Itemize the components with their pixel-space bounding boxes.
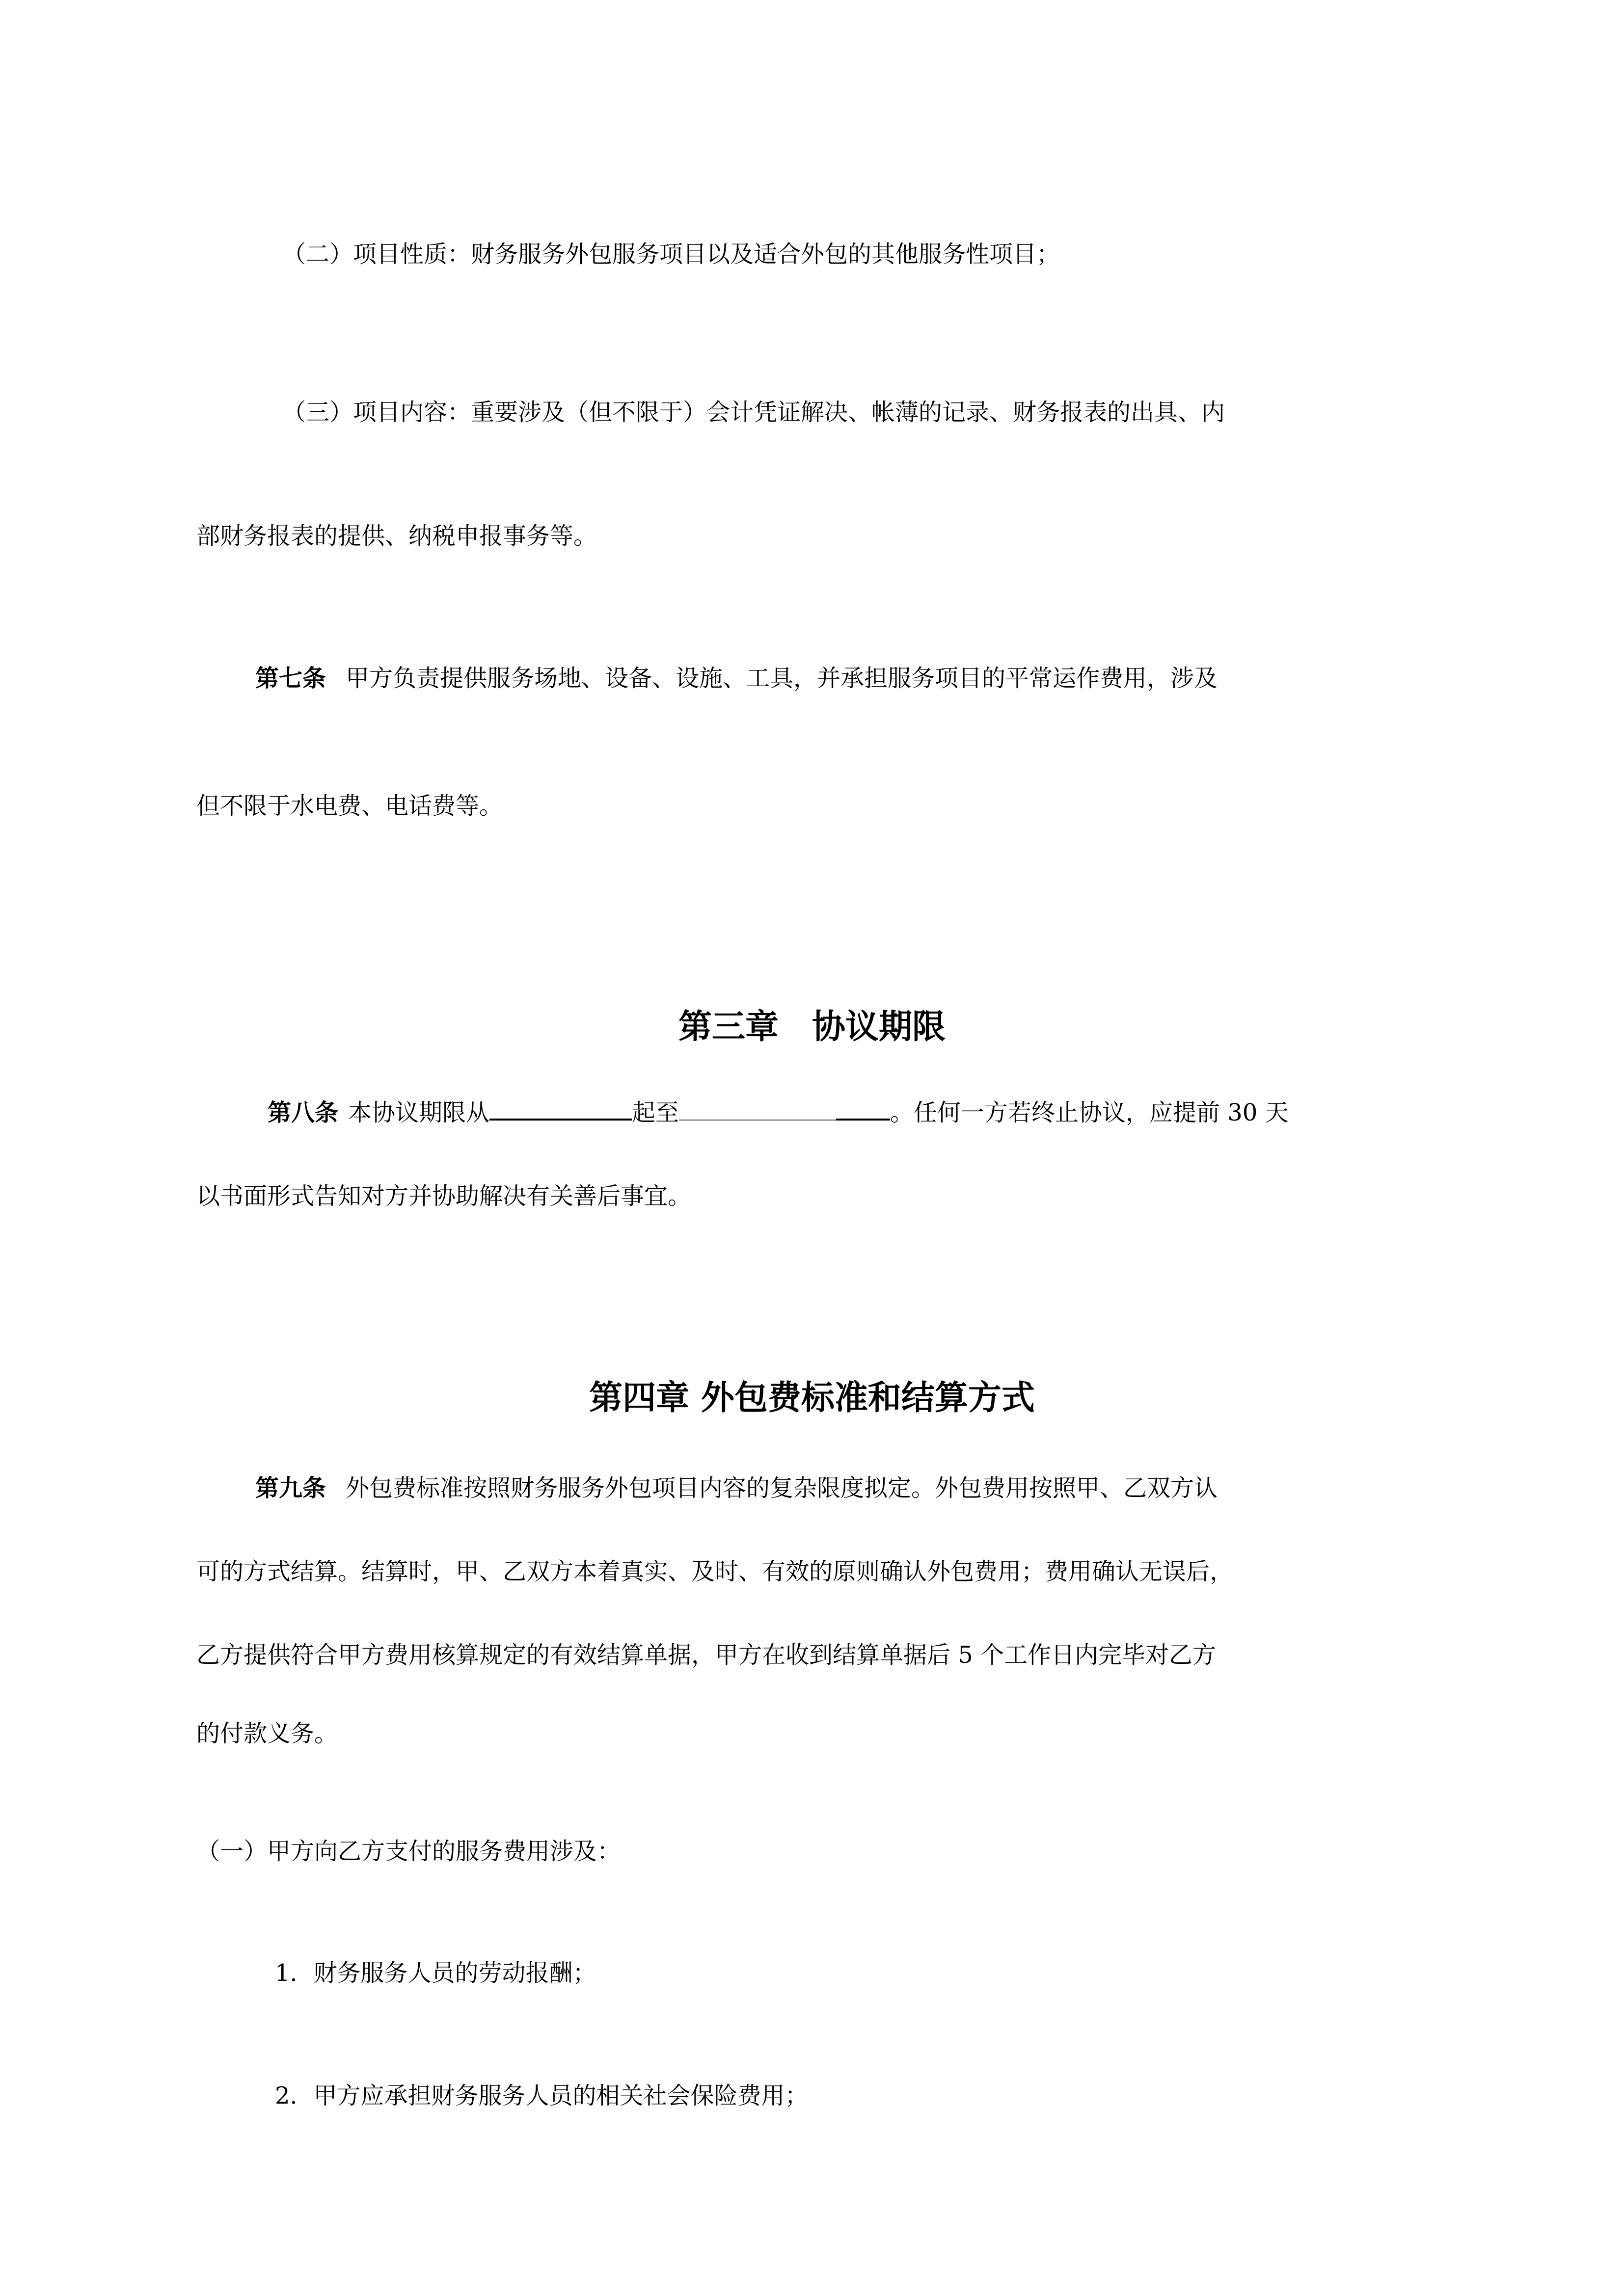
article-8-label: 第八条	[268, 1099, 339, 1126]
item-3-project-content-line-1: （三）项目内容：重要涉及（但不限于）会计凭证解决、帐薄的记录、财务报表的出具、内	[282, 399, 1225, 426]
chapter-4-heading: 第四章 外包费标准和结算方式	[589, 1378, 1035, 1417]
list-item-2: 2．甲方应承担财务服务人员的相关社会保险费用；	[275, 2082, 809, 2109]
end-date-blank	[679, 1100, 836, 1121]
article-8-text-c: 。任何一方若终止协议，应提前 30 天	[890, 1099, 1289, 1126]
article-9-text: 外包费标准按照财务服务外包项目内容的复杂限度拟定。外包费用按照甲、乙双方认	[346, 1474, 1218, 1502]
article-8-text-a: 本协议期限从	[348, 1099, 490, 1126]
article-9-line-1	[255, 1473, 1218, 1503]
list-item-1: 1．财务服务人员的劳动报酬；	[275, 1959, 596, 1987]
article-7-text: 甲方负责提供服务场地、设备、设施、工具，并承担服务项目的平常运作费用，涉及	[346, 665, 1218, 692]
article-7-line-2: 但不限于水电费、电话费等。	[196, 792, 503, 820]
chapter-3-heading	[0, 1007, 1624, 1046]
start-date-blank	[489, 1099, 632, 1121]
sub-item-1: （一）甲方向乙方支付的服务费用涉及：	[196, 1838, 621, 1865]
article-7-label: 第七条	[255, 665, 326, 692]
article-8-text-b: 起至	[632, 1099, 679, 1126]
chapter-3-number: 第三章	[678, 1007, 779, 1046]
article-8-line-2: 以书面形式告知对方并协助解决有关善后事宜。	[196, 1182, 692, 1210]
item-2-project-nature: （二）项目性质：财务服务外包服务项目以及适合外包的其他服务性项目；	[282, 240, 1060, 268]
item-3-project-content-line-2: 部财务报表的提供、纳税申报事务等。	[196, 522, 597, 550]
end-date-blank-tail	[836, 1099, 890, 1121]
chapter-3-title: 协议期限	[812, 1007, 946, 1046]
article-9-line-2: 可的方式结算。结算时，甲、乙双方本着真实、及时、有效的原则确认外包费用；费用确认无误后，	[196, 1558, 1234, 1585]
article-9-line-4: 的付款义务。	[196, 1720, 338, 1747]
article-9-label: 第九条	[255, 1474, 326, 1502]
article-8-line-1	[268, 1098, 1289, 1127]
article-9-line-3: 乙方提供符合甲方费用核算规定的有效结算单据，甲方在收到结算单据后 5 个工作日内完毕对乙方	[196, 1641, 1217, 1669]
article-7-line-1	[255, 664, 1218, 693]
